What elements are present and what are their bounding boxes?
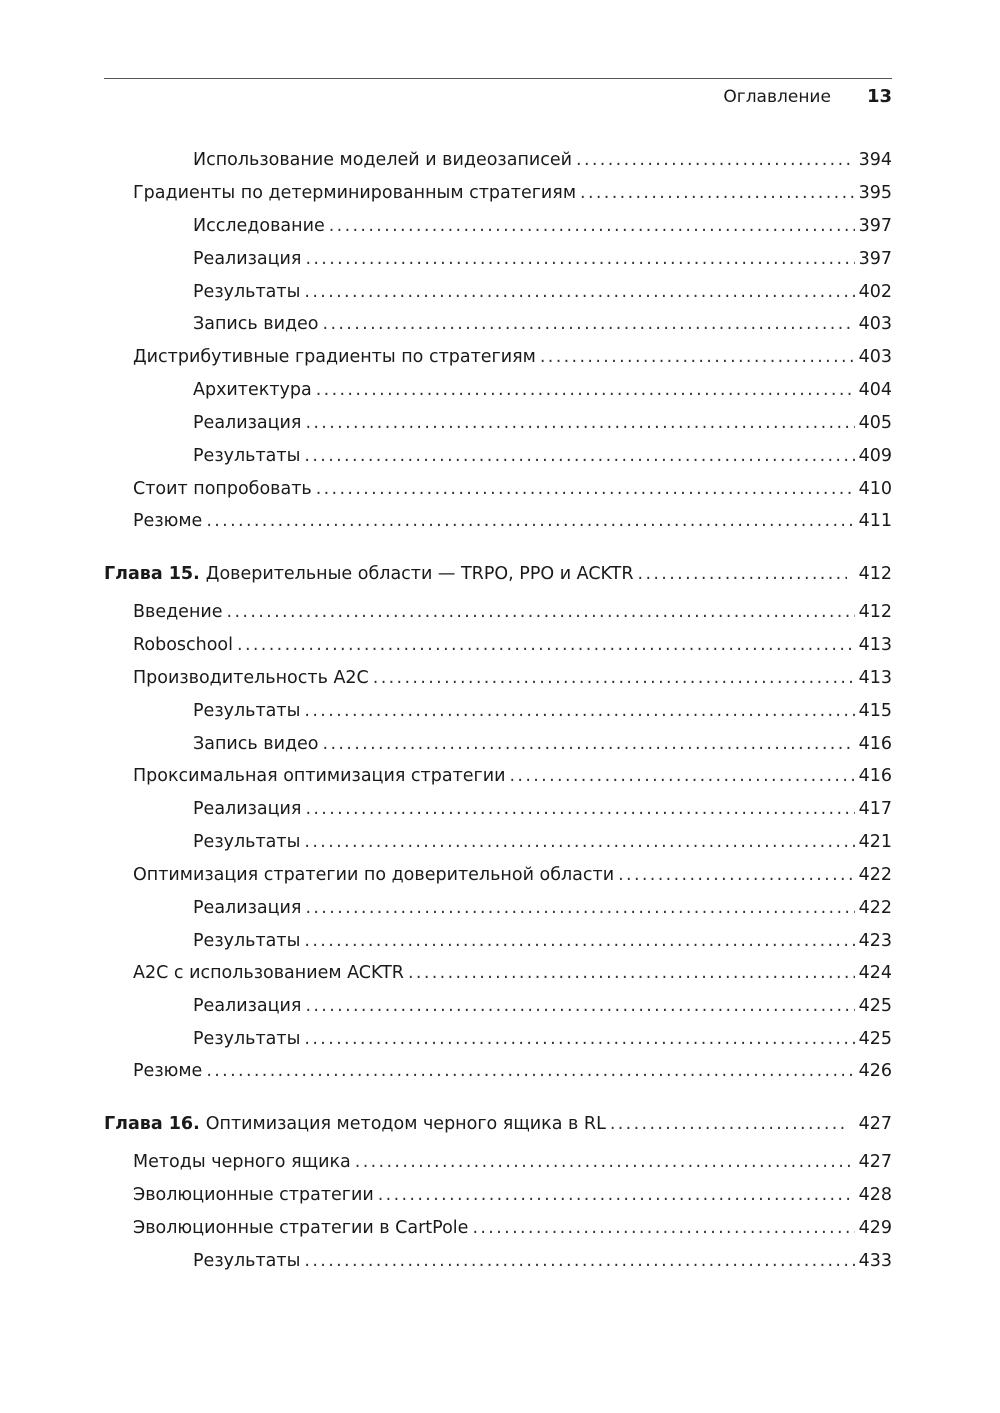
toc-entry: [193, 1248, 892, 1274]
toc-entry: [193, 443, 892, 469]
entry-title-text: Градиенты по детерминированным стратегиям: [133, 183, 577, 203]
dot-leader: [509, 763, 854, 789]
toc-entry: [133, 960, 892, 986]
toc-entry-page: 423: [858, 931, 892, 951]
entry-title-text: Введение: [133, 602, 223, 622]
toc-entry-page: 426: [858, 1061, 892, 1081]
dot-leader: [304, 829, 854, 855]
entry-title-text: Результаты: [193, 701, 301, 721]
toc-entry-title: [193, 895, 301, 921]
dot-leader: [305, 410, 854, 436]
toc-entry-page: 425: [858, 996, 892, 1016]
dot-leader: [227, 599, 855, 625]
dot-leader: [323, 731, 855, 757]
page-number: 13: [866, 86, 892, 107]
entry-title-text: Проксимальная оптимизация стратегии: [133, 766, 506, 786]
dot-leader: [373, 665, 855, 691]
toc-entry-title: [193, 993, 301, 1019]
toc-entry-page: 417: [858, 799, 892, 819]
toc-entry-page: 397: [858, 216, 892, 236]
toc-entry-title: [193, 698, 300, 724]
toc-entry-page: 424: [858, 963, 892, 983]
toc-entry: [193, 731, 892, 757]
toc-entry: [193, 993, 892, 1019]
dot-leader: [408, 960, 855, 986]
toc-entry-title: [193, 246, 301, 272]
toc-entry-page: 412: [858, 564, 892, 584]
toc-entry-title: [133, 344, 536, 370]
entry-title-text: Реализация: [193, 799, 302, 819]
toc-entry-page: 404: [858, 380, 892, 400]
toc-entry-page: 425: [858, 1029, 892, 1049]
toc-entry-page: 422: [858, 898, 892, 918]
toc-entry-page: 416: [858, 766, 892, 786]
dot-leader: [618, 862, 854, 888]
toc-entry-title: [193, 731, 319, 757]
toc-entry-page: 427: [858, 1152, 892, 1172]
entry-title-text: Запись видео: [193, 314, 319, 334]
toc-entry: [133, 180, 892, 206]
toc-entry-title: [133, 960, 404, 986]
dot-leader: [355, 1149, 855, 1175]
dot-leader: [305, 993, 854, 1019]
toc-entry-page: 405: [858, 413, 892, 433]
entry-title-text: Результаты: [193, 1251, 301, 1271]
toc-entry-title: [133, 862, 614, 888]
toc-entry-title: [193, 1026, 300, 1052]
toc-entry-title: [193, 410, 301, 436]
toc-entry-title: [133, 665, 369, 691]
toc-entry: [193, 698, 892, 724]
entry-title-text: Использование моделей и видеозаписей: [193, 150, 573, 170]
toc-entry-title: [133, 1215, 468, 1241]
toc-entry-page: 412: [858, 602, 892, 622]
toc-entry: [133, 599, 892, 625]
toc-entry-title: [193, 213, 325, 239]
dot-leader: [316, 476, 855, 502]
toc-entry: [193, 246, 892, 272]
entry-title-text: Доверительные области — TRPO, PPO и ACKTR: [205, 564, 634, 584]
dot-leader: [305, 796, 854, 822]
dot-leader: [304, 1026, 854, 1052]
dot-leader: [304, 698, 854, 724]
toc-entry-title: [193, 829, 300, 855]
entry-title-text: Реализация: [193, 249, 302, 269]
entry-title-text: Резюме: [133, 511, 203, 531]
toc-entry-page: 421: [858, 832, 892, 852]
header-rule: [104, 78, 892, 79]
entry-title-text: Результаты: [193, 282, 301, 302]
toc-entry-page: 402: [858, 282, 892, 302]
toc-entry: [133, 1149, 892, 1175]
toc-entry: [193, 410, 892, 436]
toc-entry: [193, 796, 892, 822]
toc-entry-title: [133, 508, 202, 534]
entry-title-text: Результаты: [193, 1029, 301, 1049]
dot-leader: [206, 508, 854, 534]
toc-entry-page: 429: [858, 1218, 892, 1238]
entry-title-text: Результаты: [193, 446, 301, 466]
entry-title-text: Реализация: [193, 898, 302, 918]
entry-title-text: Исследование: [193, 216, 325, 236]
toc-entry: [133, 862, 892, 888]
entry-title-text: Результаты: [193, 832, 301, 852]
dot-leader: [638, 561, 847, 587]
toc-entry-page: 394: [858, 150, 892, 170]
dot-leader: [472, 1215, 854, 1241]
entry-title-text: Стоит попробовать: [133, 479, 312, 499]
dot-leader: [329, 213, 855, 239]
entry-title-text: Эволюционные стратегии: [133, 1185, 374, 1205]
toc-entry-page: 413: [858, 635, 892, 655]
toc-entry-title: [133, 180, 576, 206]
toc-entry-title: [133, 763, 505, 789]
toc-entry-title: [193, 796, 301, 822]
toc-entry-page: 427: [858, 1114, 892, 1134]
dot-leader: [237, 632, 855, 658]
toc-entry-page: 433: [858, 1251, 892, 1271]
dot-leader: [610, 1111, 847, 1137]
toc-entry-title: [133, 476, 312, 502]
toc-entry: [193, 311, 892, 337]
running-title: Оглавление: [723, 87, 831, 107]
toc-entry: [133, 508, 892, 534]
toc-entry: [193, 147, 892, 173]
toc-entry: [193, 829, 892, 855]
toc-entry-title: [193, 377, 312, 403]
running-header: [104, 86, 892, 110]
toc-entry: [193, 928, 892, 954]
dot-leader: [316, 377, 855, 403]
toc-entry: [133, 476, 892, 502]
toc-entry-page: 411: [858, 511, 892, 531]
dot-leader: [206, 1058, 854, 1084]
toc-entry: [133, 665, 892, 691]
toc-entry-title: [193, 311, 319, 337]
chapter-label: Глава 16.: [104, 1114, 200, 1134]
entry-title-text: Запись видео: [193, 734, 319, 754]
toc-entry-title: [193, 147, 572, 173]
toc-entry-title: [104, 561, 634, 587]
dot-leader: [323, 311, 855, 337]
toc-entry-page: 422: [858, 865, 892, 885]
dot-leader: [540, 344, 855, 370]
toc-entry: [133, 1182, 892, 1208]
toc-chapter-entry: [104, 561, 892, 587]
toc-entry-page: 415: [858, 701, 892, 721]
toc-entry: [193, 279, 892, 305]
toc-entry-page: 395: [858, 183, 892, 203]
entry-title-text: Производительность A2C: [133, 668, 369, 688]
toc-entry-page: 413: [858, 668, 892, 688]
entry-title-text: Архитектура: [193, 380, 312, 400]
entry-title-text: Методы черного ящика: [133, 1152, 351, 1172]
toc-entry-page: 416: [858, 734, 892, 754]
entry-title-text: Эволюционные стратегии в CartPole: [133, 1218, 469, 1238]
dot-leader: [378, 1182, 855, 1208]
toc-entry-title: [193, 279, 300, 305]
toc-entry: [133, 1215, 892, 1241]
toc-entry: [193, 895, 892, 921]
toc-entry-title: [133, 599, 223, 625]
toc-entry-title: [193, 928, 300, 954]
toc-entry-page: 403: [858, 314, 892, 334]
entry-title-text: A2C с использованием ACKTR: [133, 963, 404, 983]
toc-entry-title: [133, 632, 233, 658]
toc-entry-page: 410: [858, 479, 892, 499]
dot-leader: [304, 1248, 854, 1274]
chapter-label: Глава 15.: [104, 564, 200, 584]
toc-entry-title: [133, 1149, 351, 1175]
toc-entry: [133, 763, 892, 789]
dot-leader: [305, 246, 854, 272]
dot-leader: [304, 928, 854, 954]
toc-entry: [193, 377, 892, 403]
toc-entry-title: [133, 1182, 374, 1208]
toc-entry-title: [193, 443, 300, 469]
toc-entry: [133, 632, 892, 658]
entry-title-text: Реализация: [193, 413, 302, 433]
toc-entry-page: 428: [858, 1185, 892, 1205]
toc-chapter-entry: [104, 1111, 892, 1137]
toc-entry-page: 409: [858, 446, 892, 466]
toc-entry-title: [133, 1058, 202, 1084]
entry-title-text: Результаты: [193, 931, 301, 951]
dot-leader: [576, 147, 855, 173]
toc-entry: [193, 213, 892, 239]
toc-entry-title: [104, 1111, 606, 1137]
entry-title-text: Резюме: [133, 1061, 203, 1081]
toc-entry-title: [193, 1248, 300, 1274]
toc-entry: [133, 1058, 892, 1084]
dot-leader: [580, 180, 855, 206]
entry-title-text: Оптимизация методом черного ящика в RL: [205, 1114, 606, 1134]
dot-leader: [304, 443, 854, 469]
toc-entry-page: 397: [858, 249, 892, 269]
entry-title-text: Дистрибутивные градиенты по стратегиям: [133, 347, 536, 367]
entry-title-text: Реализация: [193, 996, 302, 1016]
toc-entry: [133, 344, 892, 370]
toc-entry: [193, 1026, 892, 1052]
toc-entry-page: 403: [858, 347, 892, 367]
dot-leader: [304, 279, 854, 305]
entry-title-text: Оптимизация стратегии по доверительной области: [133, 865, 615, 885]
entry-title-text: Roboschool: [133, 635, 234, 655]
dot-leader: [305, 895, 854, 921]
